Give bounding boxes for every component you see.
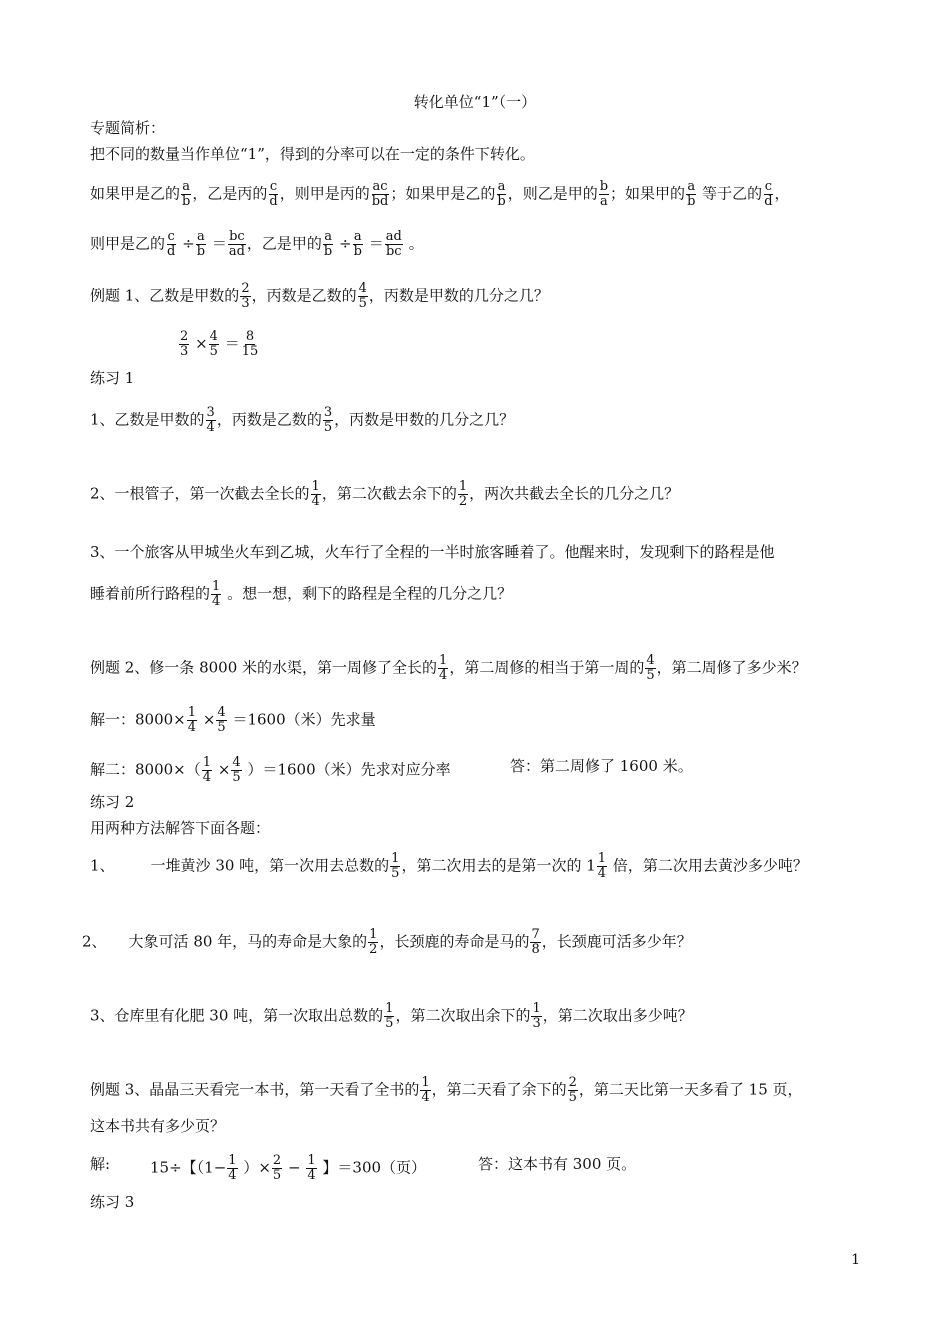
text: ，则乙是甲的 xyxy=(507,184,598,203)
text: 例题 3、晶晶三天看完一本书，第一天看了全书的 xyxy=(90,1080,420,1099)
page-title: 转化单位“1”（一） xyxy=(413,93,537,111)
practice-1-question-1 xyxy=(90,406,514,435)
fraction: $\frac{1}{4}$ xyxy=(439,653,448,683)
text: ，第二天比第一天多看了 15 页， xyxy=(578,1080,803,1099)
text: 如果甲是乙的 xyxy=(90,184,181,203)
fraction: $\frac{3}{5}$ xyxy=(323,405,333,435)
text: ， xyxy=(774,184,790,203)
text: 1、乙数是甲数的 xyxy=(90,410,205,429)
example-2 xyxy=(90,654,807,683)
fraction: $\frac{c}{d}$ xyxy=(167,229,176,259)
fraction: $\frac{a}{b}$ xyxy=(323,229,333,259)
example-3-solution-label: 解: xyxy=(90,1155,111,1173)
fraction: $\frac{4}{5}$ xyxy=(217,705,226,735)
example-2-answer: 答：第二周修了 1600 米。 xyxy=(510,757,693,775)
text: 睡着前所行路程的 xyxy=(90,584,211,603)
intro-line-2 xyxy=(90,180,790,209)
example-1 xyxy=(90,282,549,311)
text: ，两次共截去全长的几分之几？ xyxy=(469,484,680,503)
text: × xyxy=(217,760,231,779)
text: 2、一根管子，第一次截去全长的 xyxy=(90,484,310,503)
fraction: $\frac{1}{4}$ xyxy=(307,1153,316,1183)
fraction: $\frac{1}{4}$ xyxy=(597,851,607,881)
text: ）× xyxy=(243,1158,271,1177)
fraction: $\frac{1}{4}$ xyxy=(421,1075,430,1105)
text: ，丙数是乙数的 xyxy=(251,286,357,305)
text: ，丙数是甲数的几分之几？ xyxy=(334,410,515,429)
text: ＝ xyxy=(211,234,227,253)
fraction: $\frac{1}{2}$ xyxy=(458,479,468,509)
intro-heading: 专题简析： xyxy=(90,119,166,137)
fraction: $\frac{1}{4}$ xyxy=(187,705,197,735)
fraction: $\frac{1}{4}$ xyxy=(212,579,221,609)
fraction: $\frac{ac}{bd}$ xyxy=(371,179,389,209)
example-3-answer: 答：这本书有 300 页。 xyxy=(478,1155,637,1173)
question-number: 1、 xyxy=(90,856,115,875)
text: 3、仓库里有化肥 30 吨，第一次取出总数的 xyxy=(90,1006,384,1025)
text: ，第二次截去余下的 xyxy=(321,484,457,503)
fraction: $\frac{ad}{bc}$ xyxy=(385,229,402,259)
fraction: $\frac{c}{d}$ xyxy=(269,179,278,209)
fraction: $\frac{4}{5}$ xyxy=(209,329,218,359)
text: ；如果甲的 xyxy=(610,184,686,203)
text: 一堆黄沙 30 吨，第一次用去总数的 xyxy=(150,856,390,875)
text: ＝ xyxy=(368,234,384,253)
text: ，则甲是丙的 xyxy=(279,184,370,203)
fraction: $\frac{b}{a}$ xyxy=(599,179,609,209)
page-number: 1 xyxy=(851,1252,860,1268)
fraction: $\frac{1}{2}$ xyxy=(369,927,378,957)
text: 。 xyxy=(408,234,424,253)
practice-2-question-3 xyxy=(90,1002,693,1031)
example-1-solution xyxy=(178,330,260,359)
example-2-solution-1 xyxy=(90,706,376,735)
fraction: $\frac{a}{b}$ xyxy=(196,229,206,259)
fraction: $\frac{8}{15}$ xyxy=(241,329,259,359)
fraction: $\frac{7}{8}$ xyxy=(531,927,540,957)
text: ，丙数是甲数的几分之几？ xyxy=(368,286,549,305)
practice-1-question-3-line-1: 3、一个旅客从甲城坐火车到乙城，火车行了全程的一半时旅客睡着了。他醒来时，发现剩下的路程是他 xyxy=(90,543,775,561)
fraction: $\frac{2}{5}$ xyxy=(568,1075,577,1105)
fraction: $\frac{1}{5}$ xyxy=(391,851,400,881)
text: 。想一想，剩下的路程是全程的几分之几？ xyxy=(227,584,513,603)
text: ）＝1600（米）先求对应分率 xyxy=(247,760,451,779)
fraction: $\frac{a}{b}$ xyxy=(353,229,362,259)
text: ÷ xyxy=(339,234,352,253)
text: ，乙是甲的 xyxy=(246,234,322,253)
text: 解二：8000×（ xyxy=(90,760,201,779)
practice-2-instruction: 用两种方法解答下面各题： xyxy=(90,819,271,837)
text: ，第二周修的相当于第一周的 xyxy=(449,658,645,677)
question-number: 2、 xyxy=(82,932,107,951)
text: ，第二天看了余下的 xyxy=(431,1080,567,1099)
practice-1-question-2 xyxy=(90,480,679,509)
fraction: $\frac{bc}{ad}$ xyxy=(228,229,245,259)
text: 大象可活 80 年，马的寿命是大象的 xyxy=(128,932,368,951)
practice-2-question-1 xyxy=(90,852,808,881)
text: ＝ xyxy=(224,334,240,353)
text: 倍，第二次用去黄沙多少吨？ xyxy=(612,856,808,875)
text: ＝1600（米）先求量 xyxy=(232,710,376,729)
practice-2-question-2 xyxy=(82,928,692,957)
text: − xyxy=(287,1158,301,1177)
text: 解一：8000× xyxy=(90,710,186,729)
intro-line-1: 把不同的数量当作单位“1”，得到的分率可以在一定的条件下转化。 xyxy=(90,145,535,163)
text: ，长颈鹿可活多少年？ xyxy=(541,932,692,951)
text: ；如果甲是乙的 xyxy=(390,184,496,203)
practice-3-heading: 练习 3 xyxy=(90,1193,135,1211)
example-2-solution-2 xyxy=(90,756,451,785)
practice-2-heading: 练习 2 xyxy=(90,793,135,811)
fraction: $\frac{a}{b}$ xyxy=(687,179,696,209)
text: ，第二周修了多少米？ xyxy=(656,658,807,677)
text: 15÷【（1− xyxy=(150,1158,227,1177)
fraction: $\frac{1}{3}$ xyxy=(532,1001,541,1031)
text: 例题 2、修一条 8000 米的水渠，第一周修了全长的 xyxy=(90,658,438,677)
example-3-solution xyxy=(150,1154,426,1183)
text: ，丙数是乙数的 xyxy=(216,410,322,429)
text: 】＝300（页） xyxy=(322,1158,427,1177)
fraction: $\frac{2}{3}$ xyxy=(180,329,189,359)
text: ，第二次用去的是第一次的 1 xyxy=(401,856,596,875)
text: ÷ xyxy=(182,234,195,253)
fraction: $\frac{4}{5}$ xyxy=(232,755,241,785)
text: ，长颈鹿的寿命是马的 xyxy=(379,932,530,951)
example-3-line-2: 这本书共有多少页？ xyxy=(90,1117,226,1135)
fraction: $\frac{1}{4}$ xyxy=(228,1153,237,1183)
text: × xyxy=(202,710,216,729)
fraction: $\frac{a}{b}$ xyxy=(182,179,191,209)
fraction: $\frac{3}{4}$ xyxy=(206,405,215,435)
text: 例题 1、乙数是甲数的 xyxy=(90,286,240,305)
intro-line-3 xyxy=(90,230,424,259)
fraction: $\frac{a}{b}$ xyxy=(497,179,506,209)
text: 则甲是乙的 xyxy=(90,234,166,253)
text: 等于乙的 xyxy=(702,184,763,203)
fraction: $\frac{4}{5}$ xyxy=(358,281,367,311)
text: ，乙是丙的 xyxy=(192,184,268,203)
fraction: $\frac{2}{3}$ xyxy=(241,281,250,311)
fraction: $\frac{1}{5}$ xyxy=(385,1001,394,1031)
fraction: $\frac{4}{5}$ xyxy=(646,653,655,683)
text: ，第二次取出多少吨？ xyxy=(542,1006,693,1025)
practice-1-heading: 练习 1 xyxy=(90,369,135,387)
fraction: $\frac{2}{5}$ xyxy=(272,1153,282,1183)
fraction: $\frac{1}{4}$ xyxy=(202,755,212,785)
text: ，第二次取出余下的 xyxy=(395,1006,531,1025)
fraction: $\frac{c}{d}$ xyxy=(764,179,773,209)
fraction: $\frac{1}{4}$ xyxy=(311,479,320,509)
example-3-line-1 xyxy=(90,1076,803,1105)
text: × xyxy=(195,334,208,353)
practice-1-question-3-line-2 xyxy=(90,580,512,609)
